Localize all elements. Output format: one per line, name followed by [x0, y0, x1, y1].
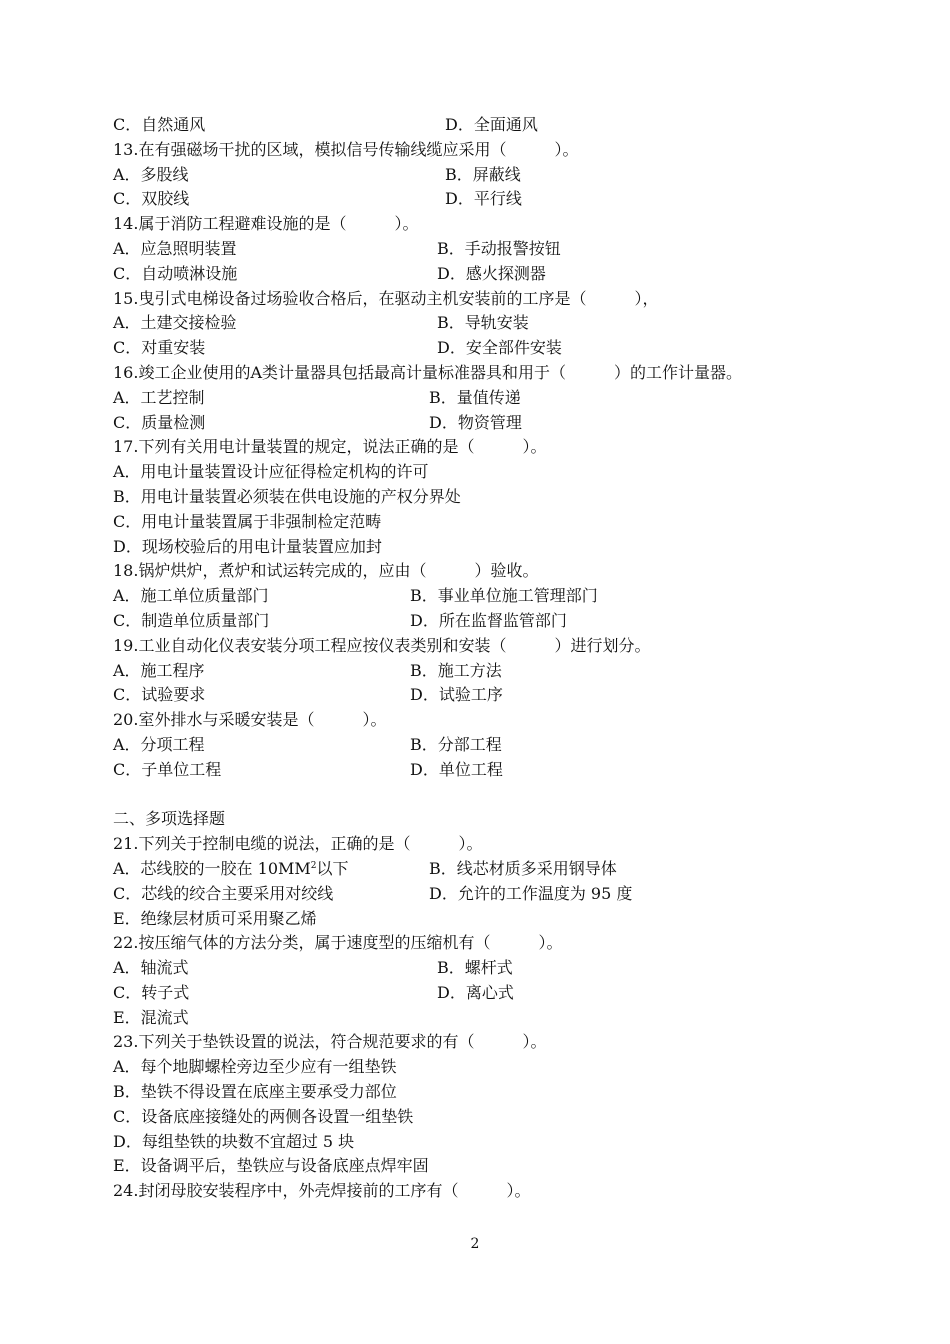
option-row [113, 163, 853, 188]
option-row [113, 113, 853, 138]
option-b: B．手动报警按钮 [437, 238, 561, 258]
option-c: C．子单位工程 [113, 759, 222, 779]
page-number: 2 [470, 1236, 480, 1252]
option-d: D．安全部件安装 [437, 338, 562, 358]
option-row [113, 386, 853, 411]
option-row [113, 237, 853, 262]
option-d: D．感火探测器 [437, 263, 546, 283]
question-14-stem: 14.属于消防工程避难设施的是（ ）。 [113, 214, 419, 234]
option-b: B．导轨安装 [437, 313, 529, 333]
option-row [113, 609, 853, 634]
question-17-stem: 17.下列有关用电计量装置的规定，说法正确的是（ ）。 [113, 437, 547, 457]
option-row [113, 956, 853, 981]
section-title: 二、多项选择题 [113, 809, 226, 829]
option-row [113, 981, 853, 1006]
option-d: D．物资管理 [429, 412, 522, 432]
option-c: C．制造单位质量部门 [113, 610, 270, 630]
option-c: C．设备底座接缝处的两侧各设置一组垫铁 [113, 1106, 414, 1126]
option-b: B．屏蔽线 [445, 164, 521, 184]
option-a: A．轴流式 [113, 958, 189, 978]
option-d: D．所在监督监管部门 [410, 610, 567, 630]
option-row [113, 857, 853, 882]
option-b: B．螺杆式 [437, 958, 513, 978]
option-b: B．事业单位施工管理部门 [410, 586, 598, 606]
option-row [113, 411, 853, 436]
option-row [113, 683, 853, 708]
option-a: A．用电计量装置设计应征得检定机构的许可 [113, 462, 429, 482]
option-b: B．施工方法 [410, 660, 502, 680]
option-row [113, 733, 853, 758]
option-a [113, 857, 349, 882]
option-a: A．应急照明装置 [113, 238, 237, 258]
option-c: C．自然通风 [113, 115, 206, 134]
question-23-stem: 23.下列关于垫铁设置的说法，符合规范要求的有（ ）。 [113, 1032, 547, 1052]
option-b: B．线芯材质多采用钢导体 [429, 858, 617, 878]
option-d: D．试验工序 [410, 685, 503, 705]
option-a-text: A．芯线胶的一胶在 10MM [113, 858, 311, 878]
option-c: C．用电计量装置属于非强制检定范畴 [113, 511, 382, 531]
question-15-stem: 15.曳引式电梯设备过场验收合格后，在驱动主机安装前的工序是（ ）， [113, 288, 659, 308]
option-row [113, 584, 853, 609]
option-c: C．双胶线 [113, 189, 190, 209]
question-18-stem: 18.锅炉烘炉，煮炉和试运转完成的，应由（ ）验收。 [113, 561, 539, 581]
option-a: A．多股线 [113, 164, 189, 184]
spacer [113, 783, 853, 808]
option-a: A．每个地脚螺栓旁边至少应有一组垫铁 [113, 1057, 397, 1077]
option-a: A．土建交接检验 [113, 313, 237, 333]
option-b: B．用电计量装置必须装在供电设施的产权分界处 [113, 486, 461, 506]
option-a: A．施工程序 [113, 660, 205, 680]
option-d: D．单位工程 [410, 759, 503, 779]
option-row [113, 187, 853, 212]
option-row [113, 659, 853, 684]
option-c: C．转子式 [113, 982, 190, 1002]
option-b: B．分部工程 [410, 734, 502, 754]
option-e: E．设备调平后，垫铁应与设备底座点焊牢固 [113, 1156, 429, 1176]
question-13-stem: 13.在有强磁场干扰的区域，模拟信号传输线缆应采用（ ）。 [113, 139, 579, 159]
option-d: D．每组垫铁的块数不宜超过 5 块 [113, 1131, 355, 1151]
option-row [113, 311, 853, 336]
option-d: D．全面通风 [445, 115, 538, 134]
option-b: B．量值传递 [429, 387, 521, 407]
option-c: C．对重安装 [113, 338, 206, 358]
question-22-stem: 22.按压缩气体的方法分类，属于速度型的压缩机有（ ）。 [113, 933, 563, 953]
question-19-stem: 19.工业自动化仪表安装分项工程应按仪表类别和安装（ ）进行划分。 [113, 635, 651, 655]
option-row [113, 758, 853, 783]
option-row [113, 262, 853, 287]
question-16-stem: 16.竣工企业使用的A类计量器具包括最高计量标准器具和用于（ ）的工作计量器。 [113, 362, 743, 382]
option-c: C．自动喷淋设施 [113, 263, 238, 283]
question-24-stem: 24.封闭母胶安装程序中，外壳焊接前的工序有（ ）。 [113, 1181, 531, 1201]
option-a: A．工艺控制 [113, 387, 205, 407]
option-a-suffix: 以下 [316, 858, 349, 878]
option-c: C．质量检测 [113, 412, 206, 432]
option-e: E．绝缘层材质可采用聚乙烯 [113, 908, 317, 928]
question-21-stem: 21.下列关于控制电缆的说法，正确的是（ ）。 [113, 834, 483, 854]
option-d: D．现场校验后的用电计量装置应加封 [113, 536, 382, 556]
question-20-stem: 20.室外排水与采暖安装是（ ）。 [113, 710, 387, 730]
option-row [113, 336, 853, 361]
option-d: D．平行线 [445, 189, 522, 209]
option-c: C．试验要求 [113, 685, 206, 705]
option-a: A．施工单位质量部门 [113, 586, 269, 606]
option-e: E．混流式 [113, 1007, 189, 1027]
option-d: D．允许的工作温度为 95 度 [429, 883, 633, 903]
page-content [113, 113, 853, 1204]
option-d: D．离心式 [437, 982, 514, 1002]
superscript: 2 [310, 860, 317, 871]
option-row [113, 882, 853, 907]
option-a: A．分项工程 [113, 734, 205, 754]
option-b: B．垫铁不得设置在底座主要承受力部位 [113, 1082, 397, 1102]
option-c: C．芯线的绞合主要采用对绞线 [113, 883, 334, 903]
